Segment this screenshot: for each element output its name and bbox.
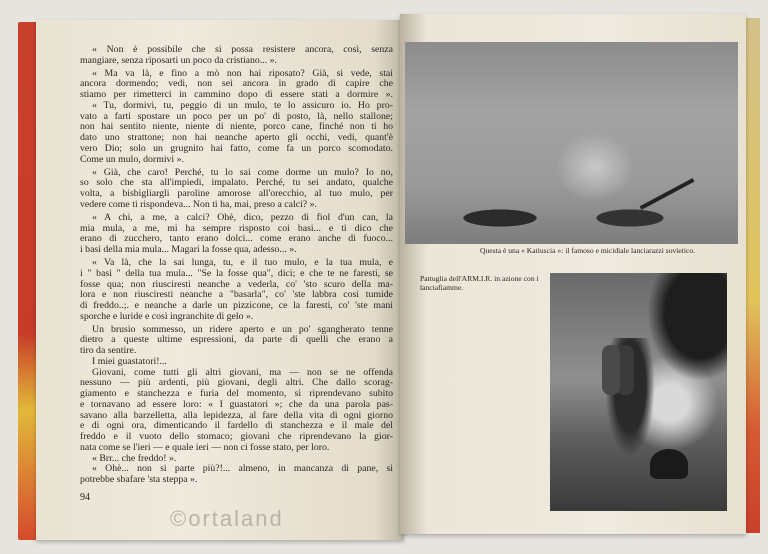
text-line: sporche e luride e così ingranchite di gelo ». — [80, 310, 254, 322]
text-line: tiro da sentire. — [80, 345, 137, 357]
flamethrower-tanks — [602, 345, 620, 395]
text-line: dato uno strattone; non hai neanche aperto gli occhi, vedi, quant'è — [80, 132, 393, 144]
text-line: freddo e il vuoto dello stomaco; giovani che riprendevano la gior- — [80, 431, 393, 443]
text-line: di freddo..;. e neanche a darle un pizzicone, ce la faresti, co' 'ste mani — [80, 300, 393, 311]
text-line: savano alla barzelletta, alla lepidezza, al fare della vita di ogni giorno — [80, 409, 393, 421]
katiuscia-photo — [405, 42, 738, 244]
text-line: mangiare, senza riposarti un poco da cristiano... ». — [80, 54, 277, 66]
text-line: vero Dio; solo un grugnito hai fatto, come fa un porco scomodato. — [80, 142, 393, 154]
watermark: ©ortaland — [170, 506, 284, 531]
left-page-text — [80, 45, 393, 486]
text-line: mia mula, a me, mi ha sempre risposto coi basi... e ti dico che — [80, 222, 393, 234]
text-line: Giovani, come tutti gli altri giovani, ma — non se ne offenda — [92, 366, 393, 378]
text-line: « A chi, a me, a calci? Ohè, dico, pezzo di fiol d'un can, la — [92, 211, 393, 223]
photo-caption-top: Questa è una « Katiuscia »: il famoso e micidiale lanciarazzi sovietico. — [480, 246, 696, 255]
text-line: « Brr... che freddo! ». — [92, 452, 177, 464]
text-line: e tornavano ad essere loro: « I guastatori »; che da una parola pas- — [80, 398, 393, 410]
page-number: 94 — [80, 492, 90, 503]
text-line: erano di zucchero, tanto erano dolci... come erano anche di fuoco... — [80, 233, 393, 245]
text-line: « Ma va là, e fino a mò non hai riposato? Già, si vede, stai — [92, 67, 393, 79]
text-line: vato a farti spostare un poco per un po' di posto, là, nello stallone; — [80, 110, 393, 122]
text-line: nessuno — più ardenti, più giovani, degli altri. Che dallo scorag- — [80, 377, 393, 389]
text-line: I miei guastatori!... — [92, 355, 167, 367]
text-line: « Già, che caro! Perché, tu lo sai come dorme un mulo? Io no, — [92, 166, 393, 178]
text-line: dietro a queste ultime espressioni, da parte di quelli che erano a — [80, 334, 393, 346]
text-line: « Va là, che la sai lunga, tu, e il tuo mulo, e la tua mula, e — [92, 257, 393, 268]
text-line: stiamo per rimetterci in cammino dopo di essere stati a dormire ». — [80, 89, 393, 101]
helmet — [650, 449, 688, 479]
rocket-launcher — [640, 178, 695, 210]
text-line: giamento e stanchezza e furia del momento, si riprendevano subito — [80, 388, 393, 400]
text-line: ancora dormendo; vedi, non sei ancora in grado di capire che — [80, 78, 393, 90]
text-line: non hai sentito niente, niente di niente, porco cane, finché non ti ho — [80, 121, 393, 133]
photo-caption-bottom: Pattuglia dell'ARM.I.R. in azione con i lanciafiamme. — [420, 274, 539, 292]
text-line: Un brusìo sommesso, un ridere aperto e un po' sgangherato tenne — [92, 323, 393, 335]
text-line: vedere come ti rispondeva... Non ti ha, mai, preso a calci? ». — [80, 198, 317, 210]
text-line: fosse qua; non riusciresti neanche a vederla, co' 'sto scuro della ma- — [80, 278, 393, 290]
text-line: nata come se l'ieri — e quale ieri — non ci fosse stato, per loro. — [80, 441, 330, 453]
text-line: « Ohè... non si parte più?!... almeno, in mancanza di pane, si — [92, 463, 393, 475]
smoke — [555, 132, 635, 202]
flamethrower-patrol-photo — [550, 273, 727, 511]
text-line: i basi della mia mula... Magari la fosse qua, adesso... ». — [80, 244, 297, 256]
text-line: so solo che sta all'impiedi, impalato. Perché, tu sei andato, qualche — [80, 177, 393, 189]
text-line: e di ogni ora, dimenticando il fardello di stanchezza e il male del — [80, 420, 393, 432]
text-line: volta, a bisbigliargli paroline amorose all'orecchio, al tuo mulo, per — [80, 188, 393, 200]
text-line: i " basi " della tua mula... "Se la fosse qua", dici; e che te ne faresti, se — [80, 267, 393, 279]
text-line: « Tu, dormivi, tu, peggio di un mulo, te lo assicuro io. Ho pro- — [92, 99, 393, 111]
text-line: potrebbe sbafare 'sta steppa ». — [80, 474, 198, 486]
text-line: Come un mulo, dormivi ». — [80, 153, 184, 165]
text-line: « Non è possibile che si possa resistere ancora, così, senza — [92, 44, 393, 55]
text-line: lora e non riusciresti neanche a "basarla", co' 'ste labbra così tumide — [80, 289, 393, 301]
